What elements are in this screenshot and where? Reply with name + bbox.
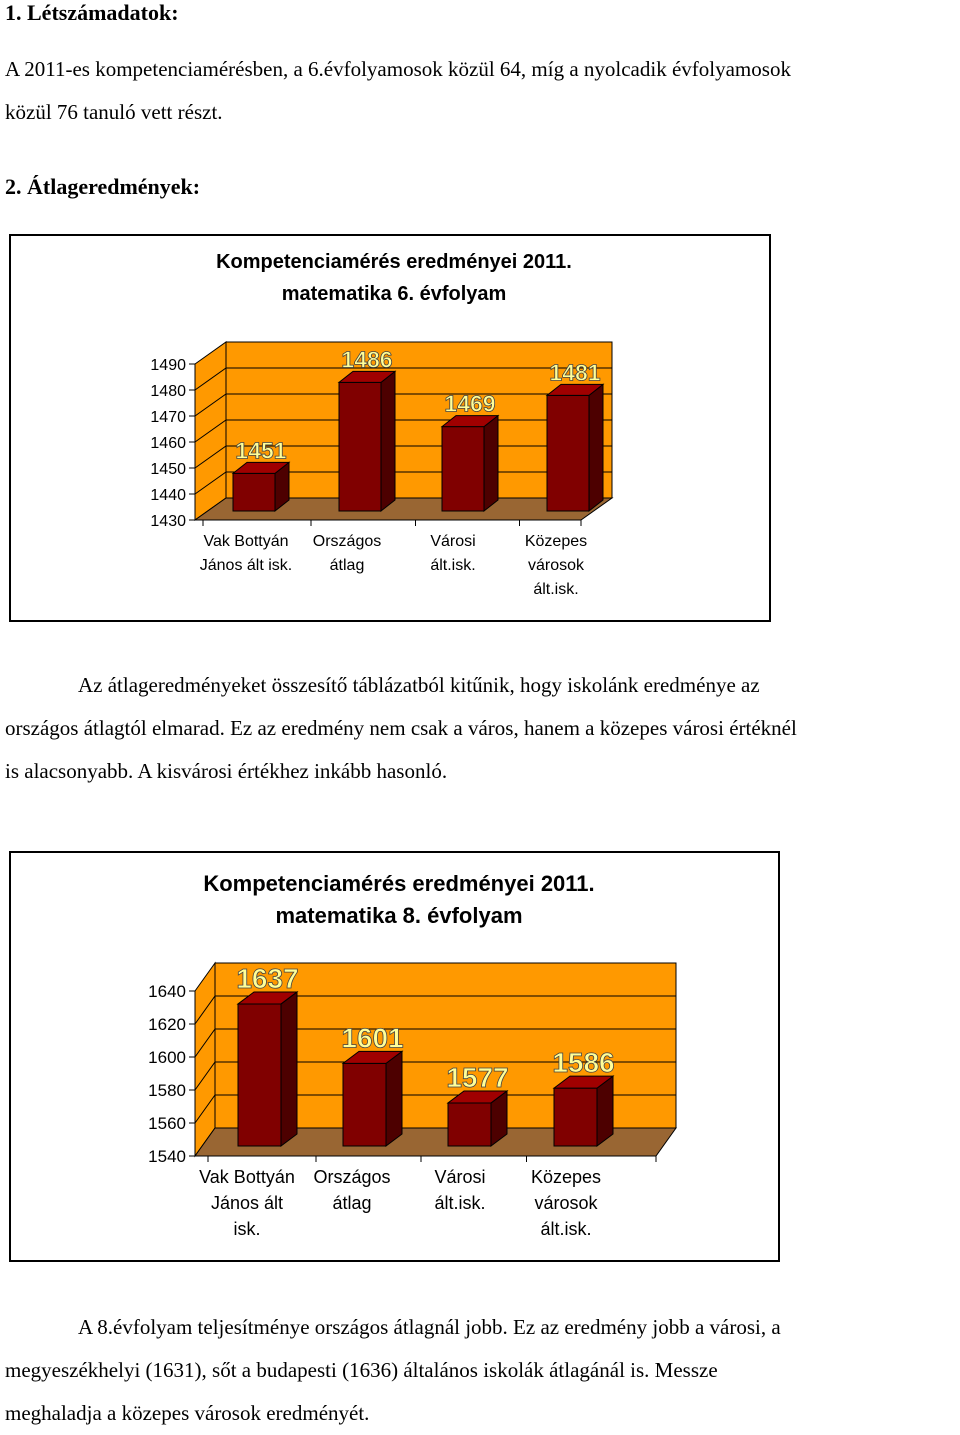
chart-y-tick-label: 1560	[148, 1114, 186, 1133]
chart-bar	[554, 1088, 597, 1146]
paragraph-1	[5, 664, 955, 793]
chart-category-label: isk.	[233, 1219, 261, 1239]
chart-6-evfolyam	[9, 234, 771, 622]
paragraph-1-line-1-text: Az átlageredményeket összesítő táblázatból kitűnik, hogy iskolánk eredménye az	[78, 673, 760, 697]
chart-y-tick-label: 1450	[150, 461, 186, 478]
chart-title: Kompetenciamérés eredményei 2011.	[203, 871, 595, 896]
chart-bar	[442, 427, 484, 511]
section-heading-atlag: 2. Átlageredmények:	[5, 174, 201, 199]
chart-bar-side	[484, 416, 498, 511]
chart-bar-side	[386, 1051, 402, 1146]
chart-bar	[238, 1004, 281, 1146]
letszam-line-1: A 2011-es kompetenciamérésben, a 6.évfolyamosok közül 64, míg a nyolcadik évfolyamosok	[5, 57, 791, 81]
chart-y-tick-label: 1440	[150, 487, 186, 504]
chart-bar-side	[589, 384, 603, 511]
chart-data-label: 1637	[236, 962, 299, 994]
chart-y-tick-label: 1430	[150, 513, 186, 530]
chart-6-svg	[11, 236, 769, 620]
chart-8-evfolyam	[9, 851, 780, 1262]
chart-subtitle: matematika 6. évfolyam	[281, 283, 507, 305]
paragraph-1-line-2: országos átlagtól elmarad. Ez az eredmény nem csak a város, hanem a közepes városi értéknél	[5, 716, 797, 740]
chart-title: Kompetenciamérés eredményei 2011.	[216, 251, 572, 273]
chart-category-label: ált.isk.	[540, 1219, 592, 1239]
chart-data-label: 1601	[341, 1022, 404, 1054]
chart-category-label: Vak Bottyán	[199, 1167, 295, 1187]
chart-data-label: 1486	[341, 346, 393, 373]
chart-y-tick-label: 1640	[148, 982, 186, 1001]
chart-bar	[448, 1103, 491, 1146]
chart-category-label: ált.isk.	[434, 1193, 486, 1213]
chart-y-tick-label: 1600	[148, 1048, 186, 1067]
chart-category-label: Városi	[434, 1167, 486, 1187]
chart-category-label: Közepes	[530, 1167, 602, 1187]
chart-data-label: 1469	[444, 390, 496, 417]
chart-side-wall	[195, 963, 215, 1156]
paragraph-2-line-1-text: A 8.évfolyam teljesítménye országos átlagnál jobb. Ez az eredmény jobb a városi, a	[78, 1315, 781, 1339]
chart-y-tick-label: 1620	[148, 1015, 186, 1034]
chart-category-label: Közepes	[524, 533, 588, 550]
chart-category-label: Vak Bottyán	[203, 533, 289, 550]
chart-category-label: Országos	[312, 533, 382, 550]
chart-category-label: városok	[527, 557, 585, 574]
chart-data-label: 1451	[235, 437, 287, 464]
chart-category-label: Városi	[430, 533, 476, 550]
chart-subtitle: matematika 8. évfolyam	[275, 903, 523, 928]
chart-data-label: 1586	[552, 1047, 615, 1079]
chart-bar-side	[281, 992, 297, 1146]
chart-y-tick-label: 1460	[150, 435, 186, 452]
chart-bar	[343, 1063, 386, 1146]
chart-category-label: ált.isk.	[533, 581, 579, 598]
chart-y-tick-label: 1580	[148, 1081, 186, 1100]
paragraph-1-line-1	[5, 664, 955, 707]
section-heading-letszam: 1. Létszámadatok:	[5, 0, 179, 25]
chart-bar	[233, 473, 275, 511]
chart-data-label: 1481	[549, 359, 601, 386]
chart-category-label: városok	[534, 1193, 598, 1213]
chart-y-tick-label: 1540	[148, 1147, 186, 1166]
letszam-text	[5, 48, 955, 134]
chart-category-label: átlag	[329, 557, 365, 574]
paragraph-2-line-1	[5, 1306, 955, 1349]
chart-category-label: ált.isk.	[430, 557, 476, 574]
chart-data-label: 1577	[446, 1061, 509, 1093]
chart-y-tick-label: 1480	[150, 383, 186, 400]
chart-bar	[339, 382, 381, 511]
chart-category-label: átlag	[332, 1193, 372, 1213]
chart-8-svg	[11, 853, 778, 1260]
chart-category-label: Országos	[313, 1167, 391, 1187]
paragraph-2	[5, 1306, 955, 1435]
paragraph-2-line-3: meghaladja a közepes városok eredményét.	[5, 1401, 370, 1425]
chart-y-tick-label: 1490	[150, 357, 186, 374]
chart-category-label: János ált isk.	[199, 557, 293, 574]
chart-y-tick-label: 1470	[150, 409, 186, 426]
chart-category-label: János ált	[210, 1193, 284, 1213]
paragraph-2-line-2: megyeszékhelyi (1631), sőt a budapesti (1636) általános iskolák átlagánál is. Messze	[5, 1358, 718, 1382]
chart-bar-side	[381, 371, 395, 511]
letszam-line-2: közül 76 tanuló vett részt.	[5, 100, 223, 124]
chart-bar	[547, 395, 589, 511]
paragraph-1-line-3: is alacsonyabb. A kisvárosi értékhez inkább hasonló.	[5, 759, 448, 783]
